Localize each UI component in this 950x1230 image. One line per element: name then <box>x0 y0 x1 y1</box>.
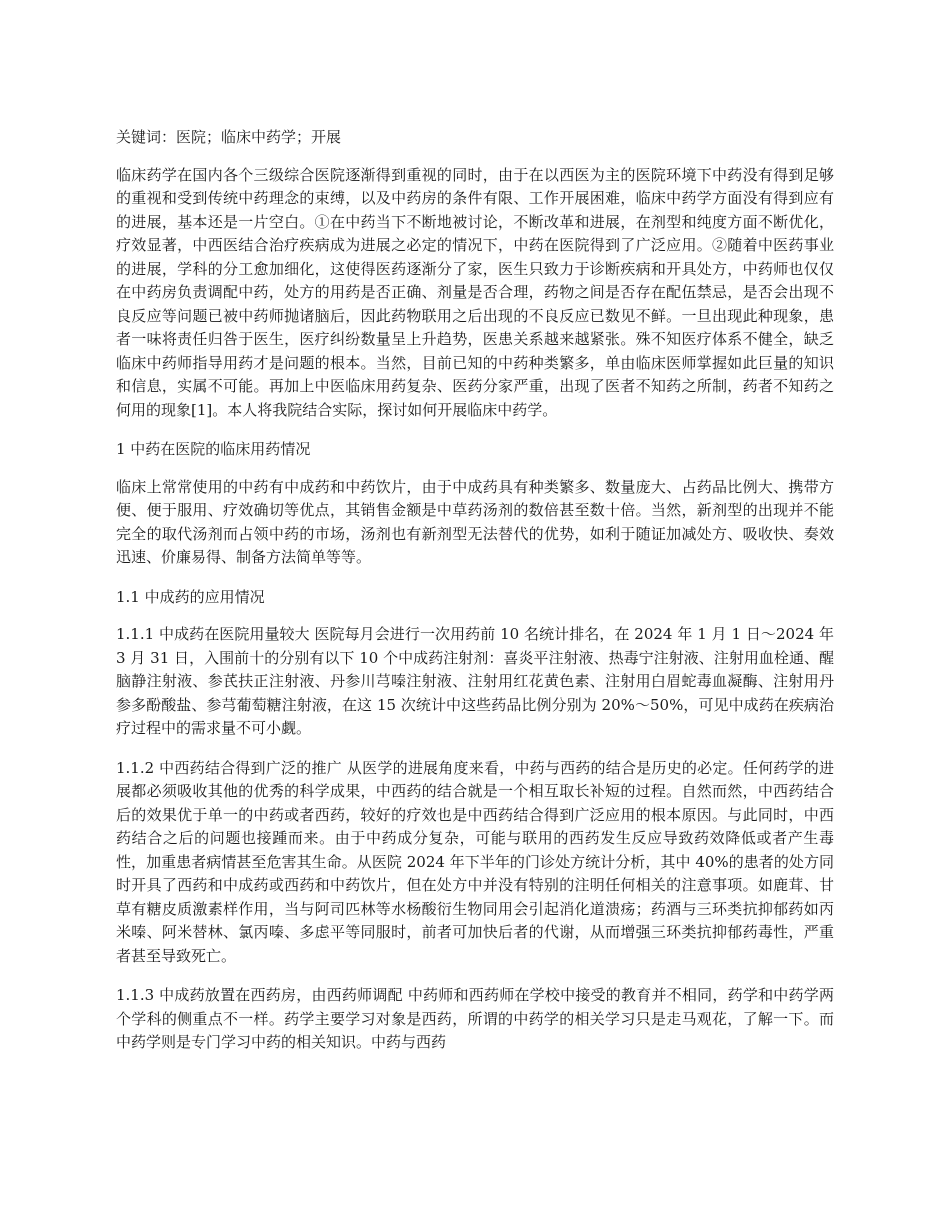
keywords-line: 关键词：医院；临床中药学；开展 <box>116 128 342 146</box>
paragraph-1-1-2: 1.1.2 中西药结合得到广泛的推广 从医学的进展角度来看，中药与西药的结合是历史的必定。任何药学的进展都必须吸收其他的优秀的科学成果，中西药的结合就是一个相互取长补短的过程。自然而然，中西药结合后的效果优于单一的中药或者西药，较好的疗效也是中西药结合得到广泛应用的根本原因。与此同时，中西药结合之后的问题也接踵而来。由于中药成分复杂，可能与联用的西药发生反应导致药效降低或者产生毒性，加重患者病情甚至危害其生命。从医院 2024 年下半年的门诊处方统计分析，其中 40%的患者的处方同时开具了西药和中成药或西药和中药饮片，但在处方中并没有特别的注明任何相关的注意事项。如鹿茸、甘草有糖皮质激素样作用，当与阿司匹林等水杨酸衍生物同用会引起消化道溃疡；药酒与三环类抗抑郁药如丙米嗪、阿米替林、氯丙嗪、多虑平等同服时，前者可加快后者的代谢，从而增强三环类抗抑郁药毒性，严重者甚至导致死亡。 <box>116 758 834 965</box>
subsection-heading-1-1: 1.1 中成药的应用情况 <box>116 587 265 606</box>
section-1-paragraph: 临床上常常使用的中药有中成药和中药饮片，由于中成药具有种类繁多、数量庞大、占药品比例大、携带方便、便于服用、疗效确切等优点，其销售金额是中草药汤剂的数倍甚至数十倍。当然，新剂型的出现并不能完全的取代汤剂而占领中药的市场，汤剂也有新剂型无法替代的优势，如利于随证加减处方、吸收快、奏效迅速、价廉易得、制备方法简单等等。 <box>116 477 834 566</box>
intro-paragraph: 临床药学在国内各个三级综合医院逐渐得到重视的同时，由于在以西医为主的医院环境下中药没有得到足够的重视和受到传统中药理念的束缚，以及中药房的条件有限、工作开展困难，临床中药学方面没有得到应有的进展，基本还是一片空白。①在中药当下不断地被讨论，不断改革和进展，在剂型和纯度方面不断优化，疗效显著，中西医结合治疗疾病成为进展之必定的情况下，中药在医院得到了广泛应用。②随着中医药事业的进展，学科的分工愈加细化，这使得医药逐渐分了家，医生只致力于诊断疾病和开具处方，中药师也仅仅在中药房负责调配中药，处方的用药是否正确、剂量是否合理，药物之间是否存在配伍禁忌，是否会出现不良反应等问题已被中药师抛诸脑后，因此药物联用之后出现的不良反应已数见不鲜。一旦出现此种现象，患者一味将责任归咎于医生，医疗纠纷数量呈上升趋势，医患关系越来越紧张。殊不知医疗体系不健全，缺乏临床中药师指导用药才是问题的根本。当然，目前已知的中药种类繁多，单由临床医师掌握如此巨量的知识和信息，实属不可能。再加上中医临床用药复杂、医药分家严重，出现了医者不知药之所制，药者不知药之何用的现象[1]。本人将我院结合实际，探讨如何开展临床中药学。 <box>116 165 834 419</box>
paragraph-1-1-3: 1.1.3 中成药放置在西药房，由西药师调配 中药师和西药师在学校中接受的教育并不相同，药学和中药学两个学科的侧重点不一样。药学主要学习对象是西药，所谓的中药学的相关学习只是走马观花，了解一下。而中药学则是专门学习中药的相关知识。中药与西药 <box>116 986 834 1051</box>
paragraph-1-1-1: 1.1.1 中成药在医院用量较大 医院每月会进行一次用药前 10 名统计排名，在 2024 年 1 月 1 日～2024 年 3 月 31 日，入围前十的分别有以下 10 个中成药注射剂：喜炎平注射液、热毒宁注射液、注射用血栓通、醒脑静注射液、参芪扶正注射液、丹参川芎嗪注射液、注射用红花黄色素、注射用白眉蛇毒血凝酶、注射用丹参多酚酸盐、参芎葡萄糖注射液，在这 15 次统计中这些药品比例分别为 20%～50%，可见中成药在疾病治疗过程中的需求量不可小觑。 <box>116 625 834 737</box>
section-heading-1: 1 中药在医院的临床用药情况 <box>116 440 311 458</box>
